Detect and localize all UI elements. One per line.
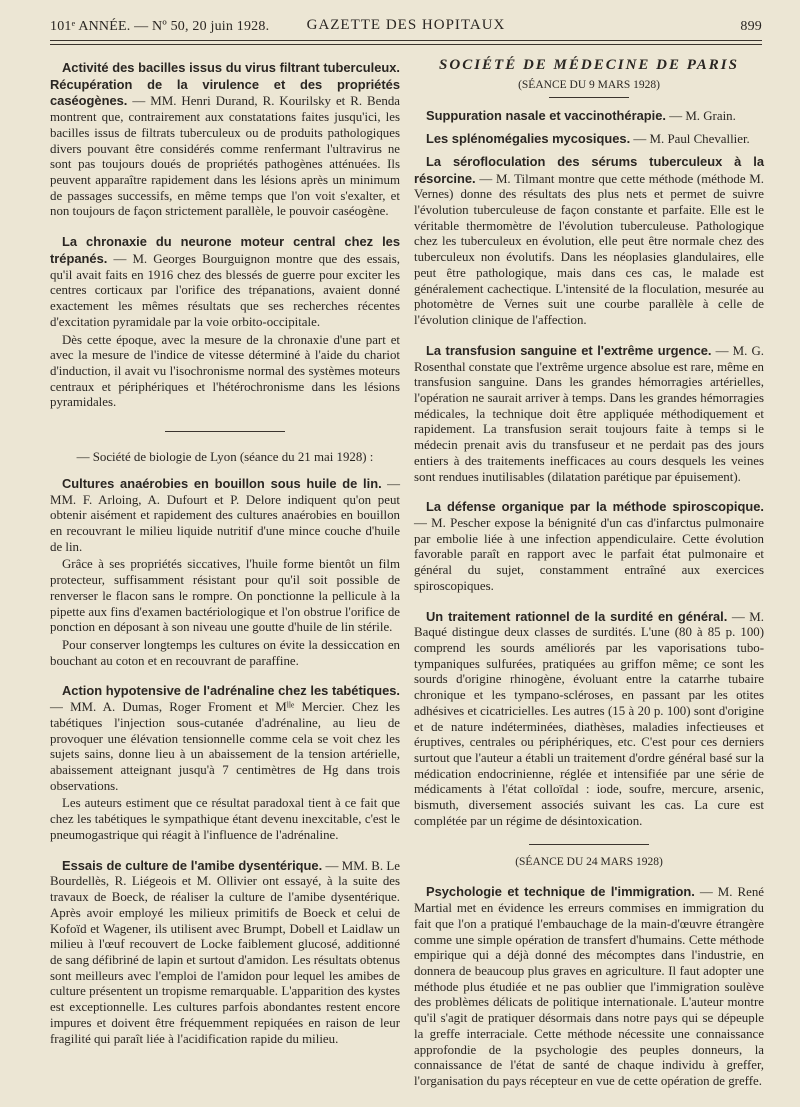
article-body: — MM. Henri Durand, R. Kourilsky et R. Benda montrent que, contrairement aux constatations faites jusqu'ici, les bacilles issus de filtrats tuberculeux ou de produits pathologiques divers pouvant être considérés comme renfermant l'ultravirus ne sont pas toujours doués de propriétés pathogènes atténuées. Ils peuvent apparaître rapidement dans les lésions après un minimum de passages successifs, en même temps que l'on voit s'exalter, et non toujours de façon strictement parallèle, le pouvoir caséogène. [50, 94, 400, 219]
article-body: — MM. B. Le Bourdellès, R. Liégeois et M. Ollivier ont essayé, à la suite des travaux de Boeck, de réaliser la culture de l'amibe dysentérique. Après avoir employé les milieux primitifs de Boeck et celui de Kofoïd et Wagener, ils utilisent avec Brumpt, Dobell et Laidlaw un milieu à l'œuf recouvert de Locke faiblement glucosé, additionné de sang défibriné de lapin et surtout d'amidon. Les résultats obtenus sont meilleurs avec l'emploi de l'amidon pour lequel les amibes de culture présentent un tropisme remarquable. L'apparition des kystes est exceptionnelle. Les cultures parfois abondantes restent encore impures et doivent être fréquemment repiquées en raison de leur fragilité qui paraît liée à l'acidification rapide du milieu. [50, 858, 401, 1046]
article-adrenaline [50, 683, 400, 794]
article-cultures [50, 476, 400, 556]
article-title: Un traitement rationnel de la surdité en général. [426, 608, 728, 624]
article-body: — M. Tilmant montre que cette méthode (méthode M. Vernes) donne des résultats des plus nets et permet de suivre l'évolution tuberculeuse de façon constante et parfaite. Elle est le véritable thermomètre de l'évolution tuberculeuse. Pathologique chez les tuberculeux en évolution, elle peut être normale chez des tuberculeux non évolutifs. Dans les néoplasies glandulaires, elle peut être pathologique, mais dans ces cas, le malade est généralement cachectique. L'intensité de la floculation, mesurée au photomètre de Vernes suit une courbe parallèle à celle de l'évolution clinique de l'affection. [414, 171, 764, 328]
article-title: Action hypotensive de l'adrénaline chez les tabétiques. [62, 683, 400, 699]
article-body: — M. Grain. [669, 109, 736, 124]
article-title: La chronaxie du neurone moteur central chez les trépanés. [50, 234, 400, 266]
page-number: 899 [740, 19, 762, 34]
left-column [50, 56, 400, 1049]
header-rule-thin [50, 44, 762, 45]
article-title: Cultures anaérobies en bouillon sous huile de lin. [62, 475, 382, 491]
article-title: La sérofloculation des sérums tuberculeux à la résorcine. [414, 153, 764, 186]
article-title: Activité des bacilles issus du virus filtrant tuberculeux. Récupération de la virulence et des propriétés caséogènes. [50, 60, 400, 109]
article-serofloculation [414, 154, 764, 329]
article-paragraph: Grâce à ses propriétés siccatives, l'huile forme bientôt un film protecteur, suffisamment résistant pour qu'il soit possible de renverser le flacon sans le rompre. On ponctionne la pellicule à la pipette aux fins d'examen bactériologique et l'on obstrue l'orifice de ponction en déposant à son niveau une goutte d'huile de lin stérile. [50, 557, 400, 635]
article-suppuration [414, 108, 764, 125]
society-title: SOCIÉTÉ DE MÉDECINE DE PARIS [439, 57, 739, 73]
article-paragraph: Pour conserver longtemps les cultures on évite la dessiccation en bouchant au coton et en recouvrant de paraffine. [50, 638, 400, 668]
article-body: — M. Georges Bourguignon montre que des essais, qu'il avait faits en 1916 chez des blessés de guerre pour exciter les centres corticaux par l'orifice des trépanations, avaient donné exactement les mêmes résultats que ses recherches récentes d'excitation pyramidale par la voie orbito-occipitale. [50, 251, 400, 329]
article-title: Suppuration nasale et vaccinothérapie. [426, 108, 666, 124]
article-title: La défense organique par la méthode spiroscopique. [426, 499, 764, 515]
article-immigration [414, 884, 764, 1089]
lyon-society-heading: — Société de biologie de Lyon (séance du 21 mai 1928) : [76, 450, 374, 465]
article-paragraph: Dès cette époque, avec la mesure de la chronaxie d'une part et avec la mesure de l'indice de vitesse déterminé à l'aide du chariot d'induction, il avait vu l'isochronisme normal des systèmes moteurs centraux et périphériques et l'hétérochronisme dans les lésions pyramidales. [50, 332, 400, 410]
article-title: Essais de culture de l'amibe dysentérique. [62, 857, 323, 873]
article-body: — M. René Martial met en évidence les erreurs commises en immigration du fait que l'on a pratiqué l'embauchage de la main-d'œuvre étrangère comme une simple opération de transfert d'humains. Cette méthode empirique qui a déjà donné des mécomptes dans l'industrie, en donnera de beaucoup plus graves en agriculture. Il faut adopter une méthode plus étudiée et ne pas oublier que l'immigration soulève des problèmes délicats de politique internationale. L'auteur montre qu'il s'agit de pratiquer désormais dans notre pays qui se dépeuple la greffe interraciale. Cette méthode nécessite une connaissance approfondie de la psychologie des peuples donneurs, la connaissance de l'état de santé de chaque individu à greffer, l'organisation du pays récepteur en vue de cette opération de greffe. [414, 885, 764, 1088]
section-divider [549, 97, 629, 98]
article-paragraph: Les auteurs estiment que ce résultat paradoxal tient à ce fait que chez les tabétiques le sympathique étant devenu inexcitable, c'est le pneumogastrique qui réagit à l'influence de l'adrénaline. [50, 796, 400, 842]
article-amibe [50, 858, 400, 1048]
article-body: — M. Paul Chevallier. [633, 132, 750, 147]
article-body: — M. Baqué distingue deux classes de surdités. L'une (80 à 85 p. 100) comprend les sourds améliorés par les vaporisations tubo-tympaniques sulfurées, pratiquées au griffon même; ce sont les sourds d'origine rhinogène, évoluant entre la catarrhe tubaire chronique et les tympano-scléroses, en passant par les otites adhésives et cicatricielles. Les autres (15 à 20 p. 100) sont d'origine et de nature indéterminées, diathèses, maladies infectieuses et éruptives, centrales ou périphériques, etc. C'est pour ces derniers surtout que l'auteur a établi un traitement d'ordre général basé sur la médication endocrinienne, réglée et intensifiée par une série de médicaments à l'état colloïdal : iode, soufre, mercure, arsenic, bismuth, diversement associés suivant les cas. La cure est complétée par un régime de désintoxication. [414, 609, 764, 828]
article-body: — MM. A. Dumas, Roger Froment et Mˡˡᵉ Mercier. Chez les tabétiques l'injection sous-cutanée d'adrénaline, au lieu de provoquer une élévation tensionnelle comme cela se voit chez les sujets sains, donne lieu à un abaissement de la tension artérielle, abaissement atteignant jusqu'à 7 centimètres de Hg dans trois observations. [50, 700, 400, 793]
journal-title: GAZETTE DES HOPITAUX [306, 17, 506, 33]
issue-info: 101ᵉ ANNÉE. — Nº 50, 20 juin 1928. [50, 19, 270, 34]
article-title: Les splénomégalies mycosiques. [426, 131, 631, 147]
article-title: Psychologie et technique de l'immigration. [426, 884, 695, 900]
article-title: La transfusion sanguine et l'extrême urgence. [426, 342, 712, 358]
session-date: (SÉANCE DU 24 MARS 1928) [515, 855, 663, 868]
article-body: — M. G. Rosenthal constate que l'extrême urgence absolue est rare, même en transfusion sanguine. Dans les grandes hémorragies artérielles, l'opération ne saurait arriver à temps. Dans les grandes hémorragies médicales, la technique doit être appliquée méthodiquement et rapidement. La transfusion serait toujours faite à temps si le médecin prenait avis du transfuseur et ne perdait pas des jours entiers à des traitements inefficaces au cours desquels les veines sont rendues inutilisables (dilatation parétique par épuisement). [414, 343, 764, 484]
article-transfusion [414, 343, 764, 485]
article-body: — MM. F. Arloing, A. Dufourt et P. Delore indiquent qu'on peut obtenir aisément et rapidement des cultures anaérobies en bouillon en recouvrant le milieu liquide nutritif d'une mince couche d'huile de lin. [50, 476, 400, 554]
header-rule [50, 40, 762, 41]
right-column [414, 56, 764, 1092]
session-date: (SÉANCE DU 9 MARS 1928) [518, 78, 660, 91]
article-splenomegalies [414, 131, 764, 148]
section-divider [529, 844, 649, 845]
article-body: — M. Pescher expose la bénignité d'un cas d'infarctus pulmonaire par embolie liée à une infection appendiculaire. Cette évolution favorable paraît en rapport avec le parfait état pulmonaire et général du sujet, constamment entraîné aux exercices spiroscopiques. [414, 515, 764, 593]
article-activite [50, 60, 400, 220]
page-header [50, 14, 762, 36]
article-surdite [414, 609, 764, 830]
article-chronaxie [50, 234, 400, 330]
article-spiroscopique [414, 499, 764, 594]
section-divider [165, 431, 285, 432]
